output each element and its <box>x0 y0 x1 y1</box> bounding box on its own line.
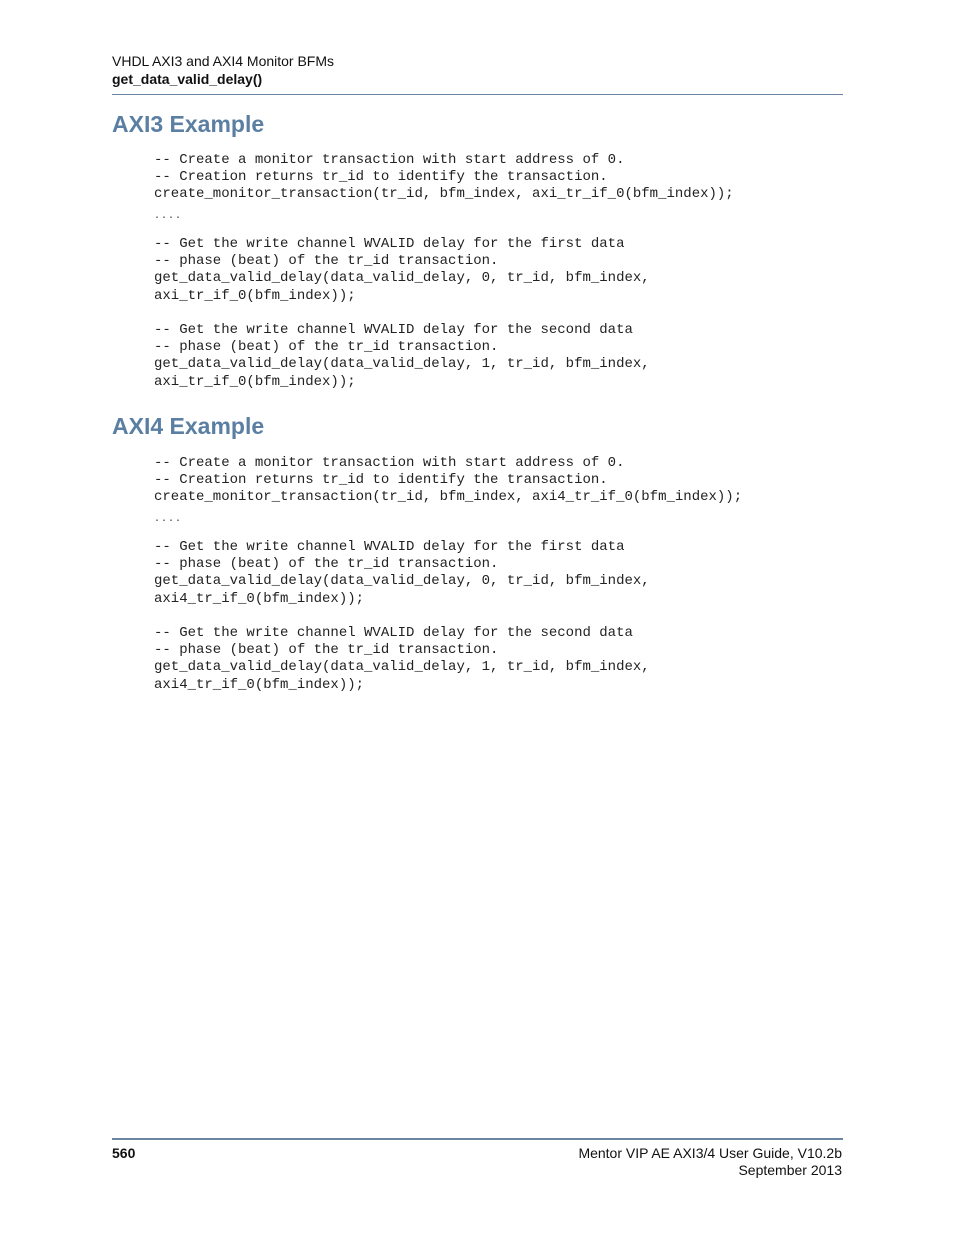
axi4-code-block-get-delay: -- Get the write channel WVALID delay for the first data -- phase (beat) of the tr_id transaction. get_data_valid_delay(data_valid_delay, 0, tr_id, bfm_index, axi4_tr_if_0(bfm_index)); -- Get the write channel WVALID delay for the second data -- phase (beat) of the tr_id transaction. get_data_valid_delay(data_valid_delay, 1, tr_id, bfm_index, axi4_tr_if_0(bfm_index)); <box>154 539 650 693</box>
page-number: 560 <box>112 1145 136 1161</box>
chapter-title: VHDL AXI3 and AXI4 Monitor BFMs <box>112 53 335 69</box>
footer-rule <box>112 1138 843 1140</box>
publication-date: September 2013 <box>738 1162 842 1178</box>
axi4-example-heading: AXI4 Example <box>112 413 265 439</box>
section-title: get_data_valid_delay() <box>112 71 263 87</box>
axi3-code-block-get-delay: -- Get the write channel WVALID delay for the first data -- phase (beat) of the tr_id transaction. get_data_valid_delay(data_valid_delay, 0, tr_id, bfm_index, axi_tr_if_0(bfm_index)); -- Get the write channel WVALID delay for the second data -- phase (beat) of the tr_id transaction. get_data_valid_delay(data_valid_delay, 1, tr_id, bfm_index, axi_tr_if_0(bfm_index)); <box>154 236 650 390</box>
axi3-ellipsis: .... <box>154 211 183 222</box>
axi4-code-block-create: -- Create a monitor transaction with start address of 0. -- Creation returns tr_id to identify the transaction. create_monitor_transaction(tr_id, bfm_index, axi4_tr_if_0(bfm_index)); <box>154 455 743 506</box>
running-header <box>112 52 843 88</box>
footer-info <box>578 1145 842 1179</box>
guide-title: Mentor VIP AE AXI3/4 User Guide, V10.2b <box>578 1145 842 1161</box>
axi4-ellipsis: .... <box>154 514 183 525</box>
axi3-example-heading: AXI3 Example <box>112 111 265 137</box>
header-rule <box>112 94 843 95</box>
axi3-code-block-create: -- Create a monitor transaction with start address of 0. -- Creation returns tr_id to identify the transaction. create_monitor_transaction(tr_id, bfm_index, axi_tr_if_0(bfm_index)); <box>154 152 734 203</box>
